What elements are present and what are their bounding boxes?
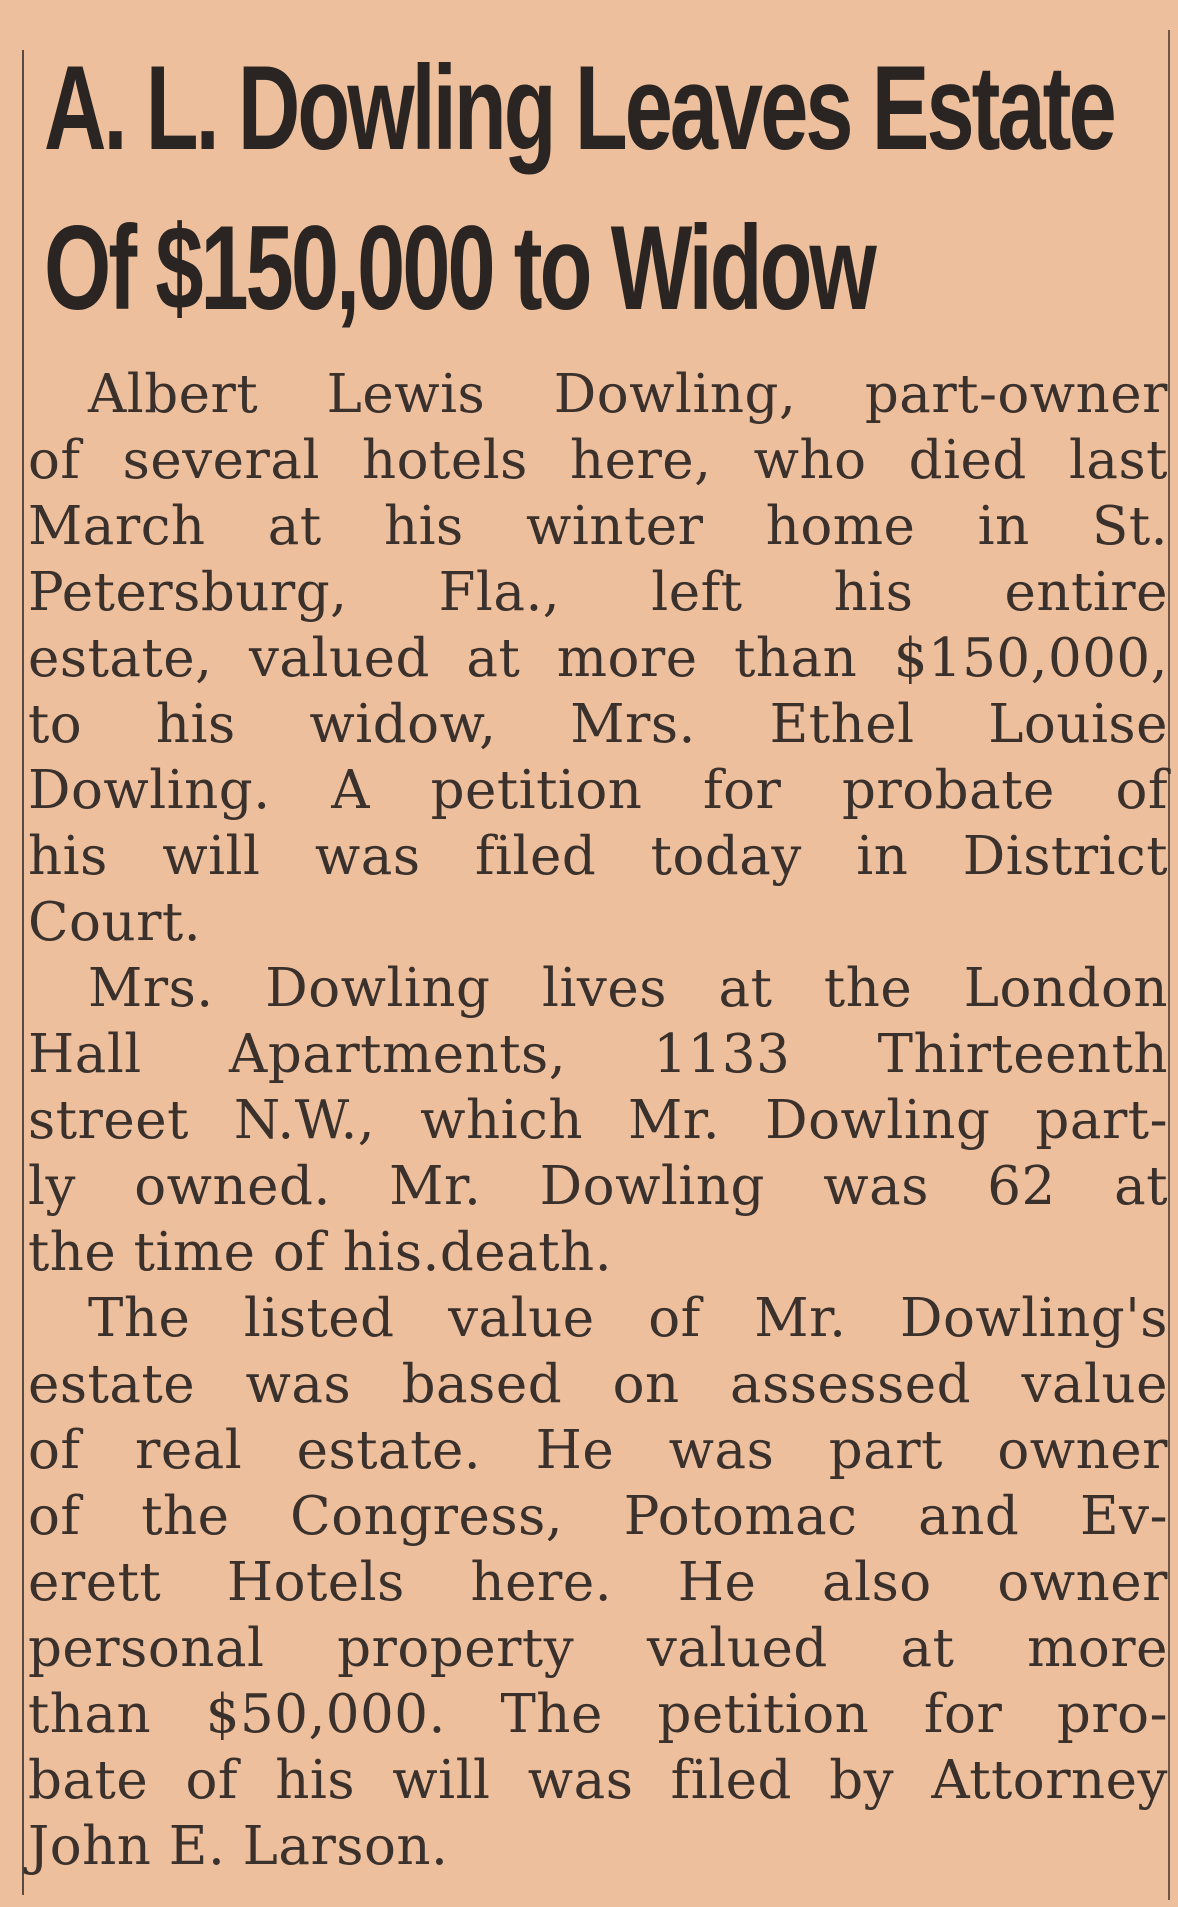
column-rule-left: [22, 50, 24, 1895]
text-line: estate, valued at more than $150,000,: [28, 628, 1168, 689]
text-line: March at his winter home in St.: [28, 496, 1168, 557]
article-body: [28, 362, 1168, 1880]
text-line: street N.W., which Mr. Dowling part-: [28, 1090, 1168, 1151]
text-line: than $50,000. The petition for pro-: [28, 1684, 1168, 1745]
headline-line-1: A. L. Dowling Leaves Estate: [44, 41, 1114, 175]
text-line: Mrs. Dowling lives at the London: [88, 958, 1168, 1019]
text-line: of real estate. He was part owner: [28, 1420, 1168, 1481]
text-line: his will was filed today in District: [28, 826, 1168, 887]
text-line: personal property valued at more: [28, 1618, 1168, 1679]
headline-line-2: Of $150,000 to Widow: [44, 201, 874, 335]
paragraph-2: [28, 956, 1168, 1286]
paragraph-1: [28, 362, 1168, 956]
text-line: Petersburg, Fla., left his entire: [28, 562, 1168, 623]
headline: [44, 28, 1178, 348]
text-line: Dowling. A petition for probate of: [28, 760, 1168, 821]
text-line: erett Hotels here. He also owner: [28, 1552, 1168, 1613]
text-line: of the Congress, Potomac and Ev-: [28, 1486, 1168, 1547]
text-line: to his widow, Mrs. Ethel Louise: [28, 694, 1168, 755]
text-line: John E. Larson.: [28, 1816, 449, 1877]
text-line: the time of his.death.: [28, 1222, 613, 1283]
paragraph-3: [28, 1286, 1168, 1880]
text-line: Albert Lewis Dowling, part-owner: [88, 364, 1168, 425]
text-line: The listed value of Mr. Dowling's: [88, 1288, 1168, 1349]
text-line: ly owned. Mr. Dowling was 62 at: [28, 1156, 1168, 1217]
text-line: bate of his will was filed by Attorney: [28, 1750, 1168, 1811]
text-line: estate was based on assessed value: [28, 1354, 1168, 1415]
text-line: Court.: [28, 892, 202, 953]
text-line: of several hotels here, who died last: [28, 430, 1168, 491]
text-line: Hall Apartments, 1133 Thirteenth: [28, 1024, 1168, 1085]
